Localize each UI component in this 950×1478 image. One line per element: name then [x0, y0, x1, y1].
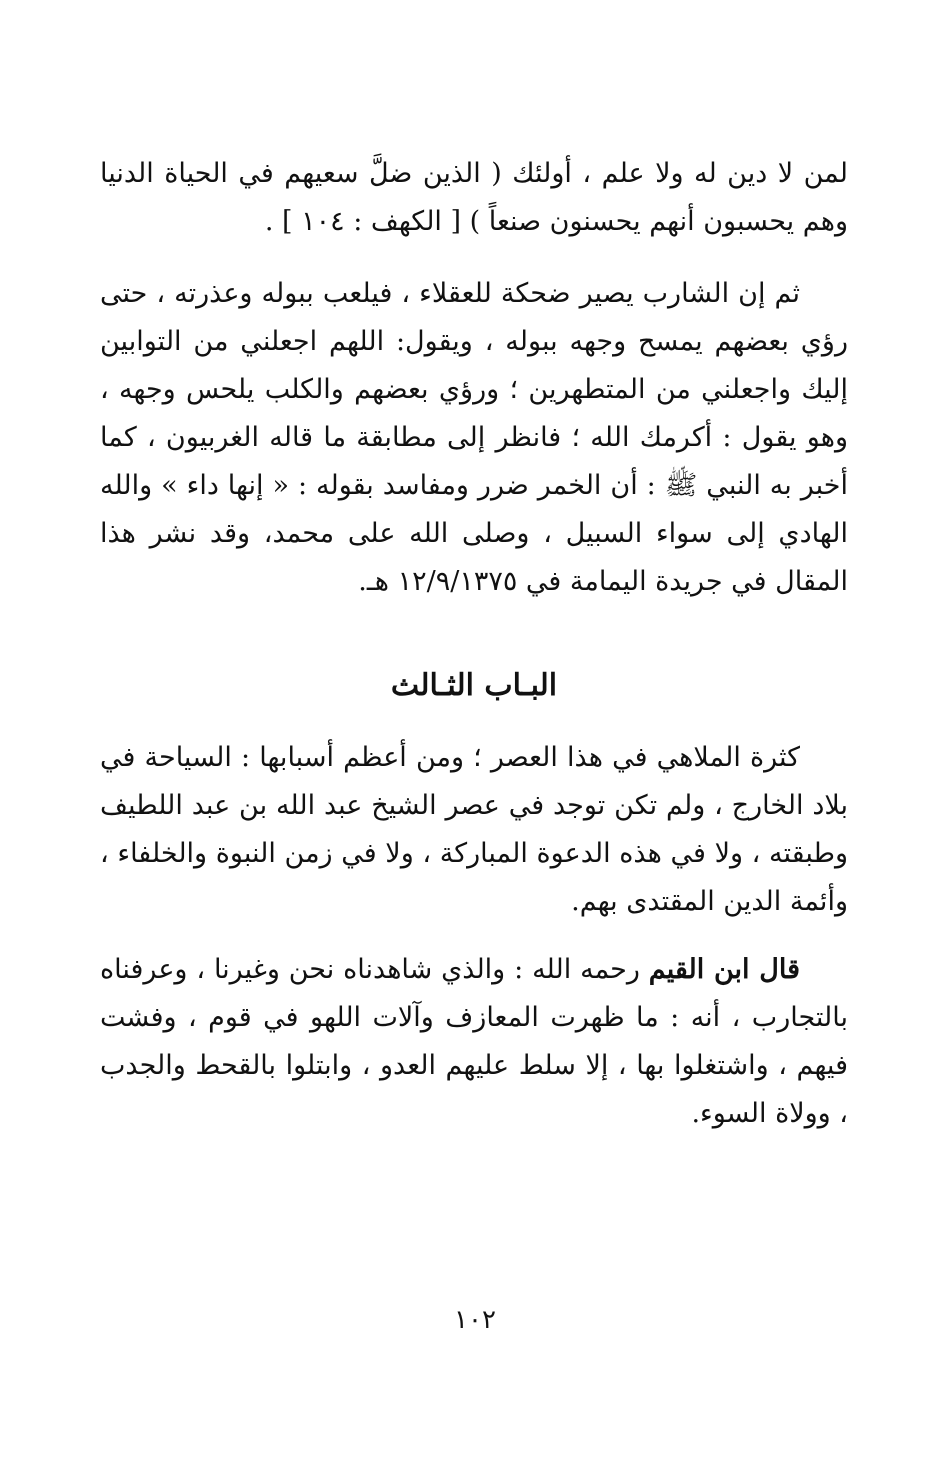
quote-text: رحمه الله : والذي شاهدناه نحن وغيرنا ، وعرفناه بالتجارب ، أنه : ما ظهرت المعازف وآلات اللهو في قوم ، وفشت فيهم ، واشتغلوا بها ، إلا سلط عليهم العدو ، وابتلوا بالقحط والجدب ، وولاة السوء. — [100, 954, 848, 1129]
paragraph-ibn-qayyim — [100, 946, 848, 1138]
paragraph-amusements: كثرة الملاهي في هذا العصر ؛ ومن أعظم أسبابها : السياحة في بلاد الخارج ، ولم تكن توجد في عصر الشيخ عبد الله بن عبد اللطيف وطبقته ، ولا في هذه الدعوة المباركة ، ولا في زمن النبوة والخلفاء ، وأئمة الدين المقتدى بهم. — [100, 742, 848, 917]
quote-author: قال ابن القيم — [648, 954, 800, 985]
page-number: ١٠٢ — [454, 1305, 496, 1335]
paragraph-drinker: ثم إن الشارب يصير ضحكة للعقلاء ، فيلعب ببوله وعذرته ، حتى رؤي بعضهم يمسح وجهه ببوله ، ويقول: اللهم اجعلني من التوابين إليك واجعلني من المتطهرين ؛ ورؤي بعضهم والكلب يلحس وجهه ، وهو يقول : أكرمك الله ؛ فانظر إلى مطابقة ما قاله الغربيون ، كما أخبر به النبي ﷺ : أن الخمر ضرر ومفاسد بقوله : « إنها داء » والله الهادي إلى سواء السبيل ، وصلى الله على محمد، وقد نشر هذا المقال في جريدة اليمامة في ١٢/٩/١٣٧٥ هـ. — [100, 278, 848, 597]
page-body — [100, 150, 848, 1138]
chapter-heading: البـاب الثـالث — [390, 668, 558, 703]
paragraph-quran-citation: لمن لا دين له ولا علم ، أولئك ( الذين ضلَّ سعيهم في الحياة الدنيا وهم يحسبون أنهم يحسنون صنعاً ) [ الكهف : ١٠٤ ] . — [100, 158, 848, 237]
